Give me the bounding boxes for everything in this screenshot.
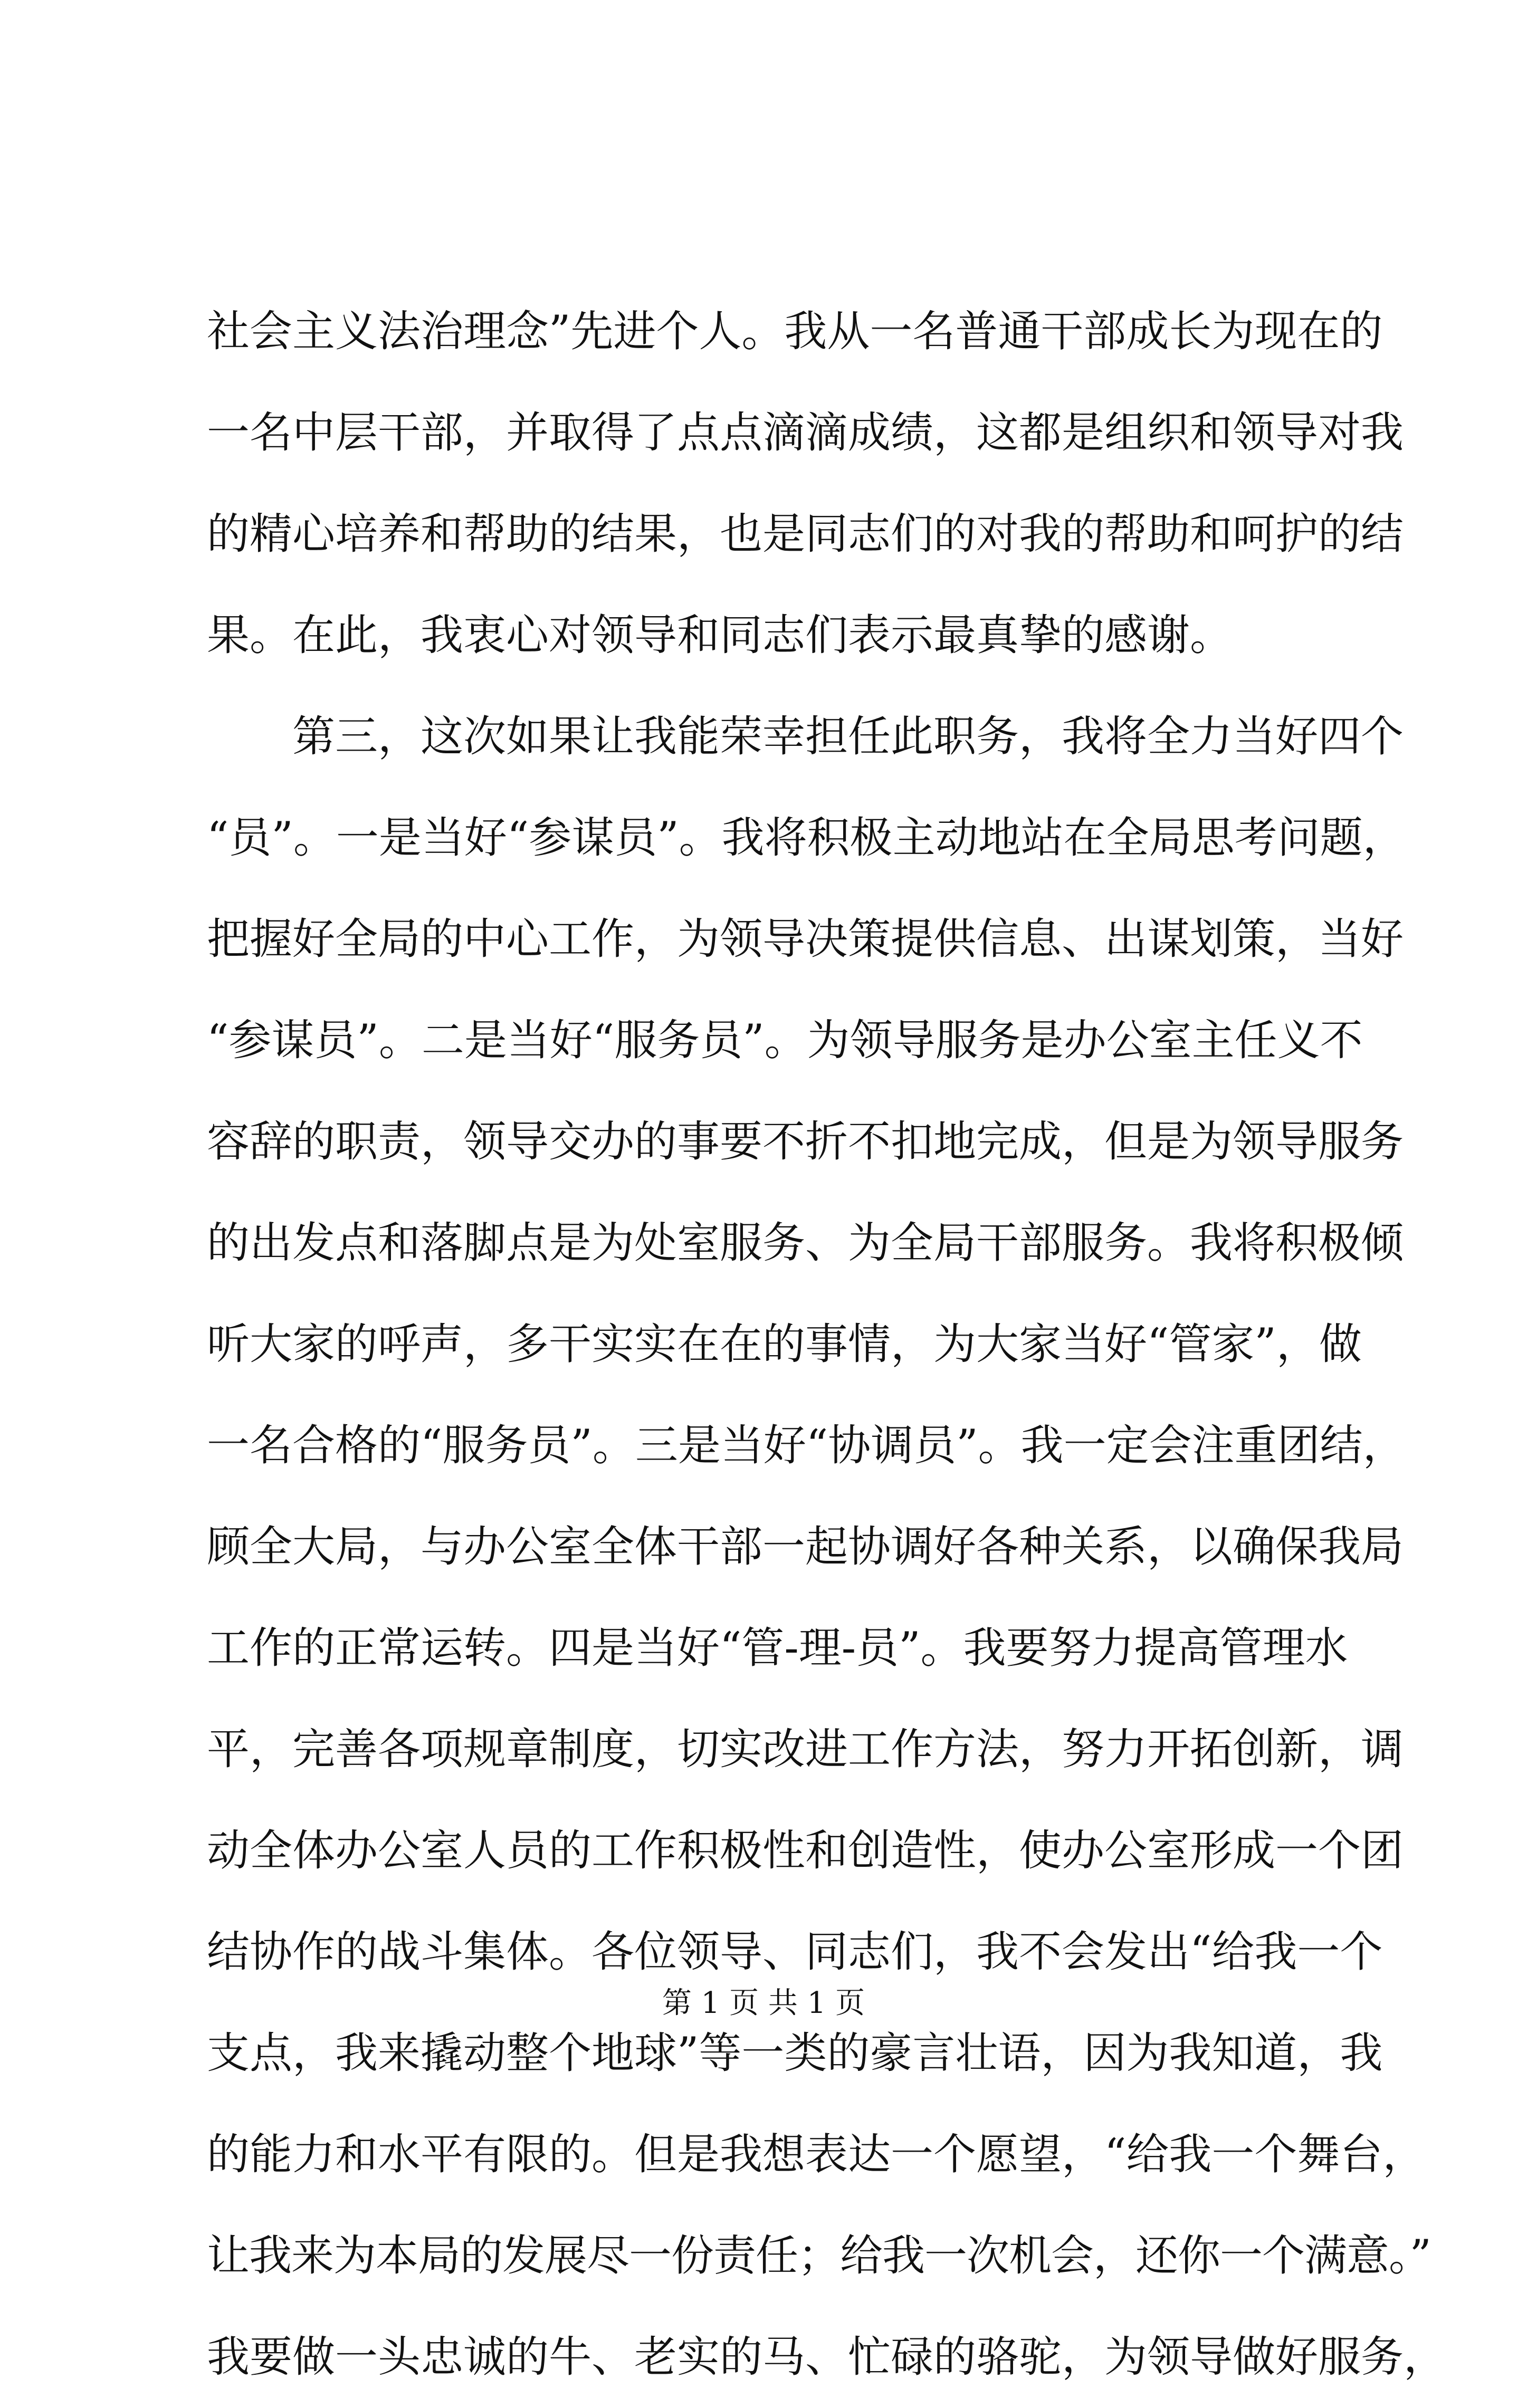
text-line: 支点，我来撬动整个地球”等一类的豪言壮语，因为我知道，我: [207, 2029, 1383, 2078]
text-line: 动全体办公室人员的工作积极性和创造性，使办公室形成一个团: [207, 1826, 1404, 1876]
text-line: 一名中层干部，并取得了点点滴滴成绩，这都是组织和领导对我: [207, 408, 1404, 458]
text-line: 听大家的呼声，多干实实在在的事情，为大家当好“管家”，做: [207, 1320, 1362, 1369]
text-line: 把握好全局的中心工作，为领导决策提供信息、出谋划策，当好: [207, 915, 1404, 964]
text-line: “参谋员”。二是当好“服务员”。为领导服务是办公室主任义不: [207, 1016, 1363, 1066]
text-line: 让我来为本局的发展尽一份责任；给我一次机会，还你一个满意。”: [207, 2231, 1431, 2281]
text-line: “员”。一是当好“参谋员”。我将积极主动地站在全局思考问题，: [207, 813, 1406, 863]
text-line: 的精心培养和帮助的结果，也是同志们的对我的帮助和呵护的结: [207, 510, 1404, 559]
text-line: 平，完善各项规章制度，切实改进工作方法，努力开拓创新，调: [207, 1725, 1404, 1774]
text-line: 结协作的战斗集体。各位领导、同志们，我不会发出“给我一个: [207, 1927, 1383, 1977]
text-line: 一名合格的“服务员”。三是当好“协调员”。我一定会注重团结，: [207, 1421, 1406, 1471]
document-body: [207, 281, 1447, 2408]
paragraph: [207, 281, 1404, 686]
text-line: 工作的正常运转。四是当好“管-理-员”。我要努力提高管理水: [207, 1624, 1348, 1673]
text-line: 我要做一头忠诚的牛、老实的马、忙碌的骆驼，为领导做好服务，: [207, 2333, 1447, 2382]
text-line: 的出发点和落脚点是为处室服务、为全局干部服务。我将积极倾: [207, 1219, 1404, 1268]
text-line: 第三，这次如果让我能荣幸担任此职务，我将全力当好四个: [292, 712, 1404, 762]
text-line: 社会主义法治理念”先进个人。我从一名普通干部成长为现在的: [207, 307, 1383, 357]
page-footer: 第 1 页 共 1 页: [662, 1986, 865, 2020]
text-line: 的能力和水平有限的。但是我想表达一个愿望，“给我一个舞台，: [207, 2130, 1426, 2180]
text-line: 果。在此，我衷心对领导和同志们表示最真挚的感谢。: [207, 611, 1233, 660]
text-line: 容辞的职责，领导交办的事要不折不扣地完成，但是为领导服务: [207, 1117, 1404, 1167]
text-line: 顾全大局，与办公室全体干部一起协调好各种关系，以确保我局: [207, 1522, 1404, 1572]
paragraph: [207, 686, 1447, 2408]
